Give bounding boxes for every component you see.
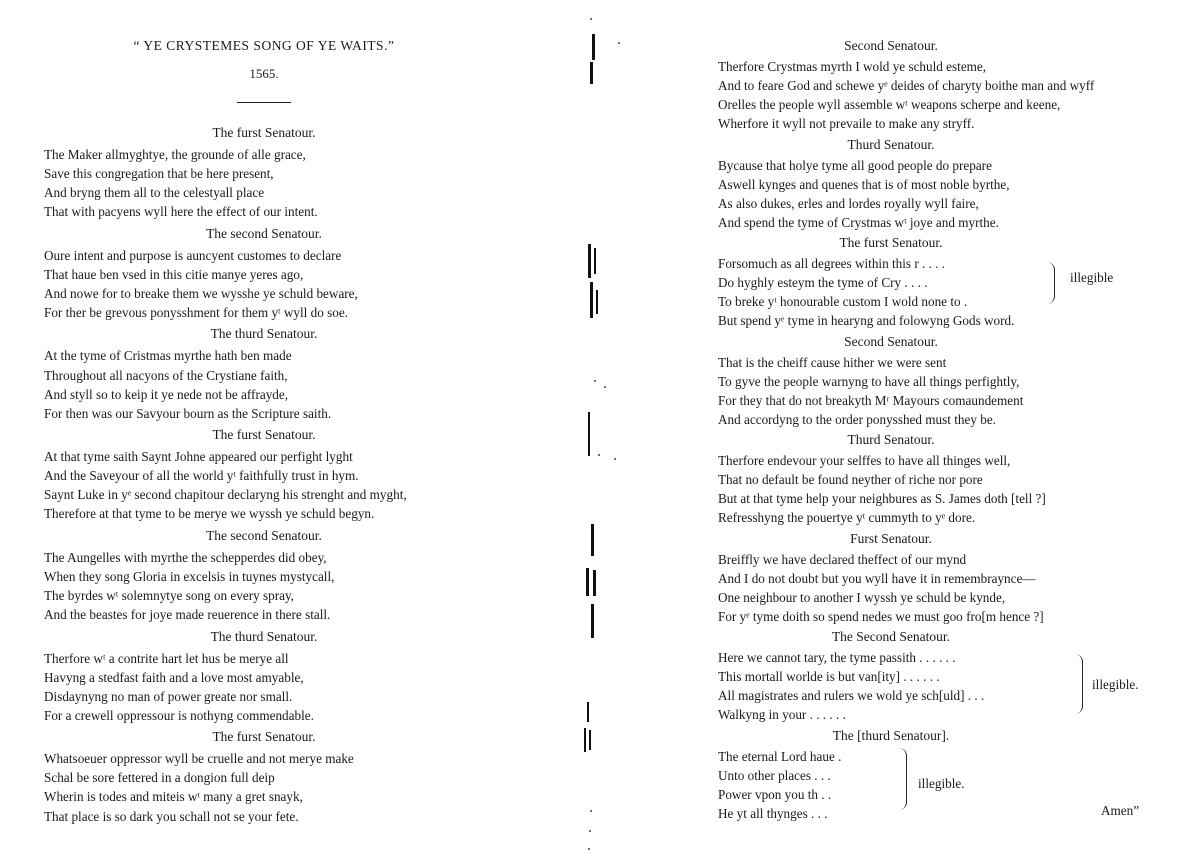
- stanza-heading: The second Senatour.: [206, 225, 322, 241]
- verse-line: Whatsoeuer oppressor wyll be cruelle and not merye make: [44, 751, 354, 767]
- brace: [1074, 654, 1083, 714]
- left-page: [44, 0, 484, 857]
- amen: Amen”: [1101, 803, 1140, 818]
- gutter-speck: [598, 454, 600, 456]
- gutter-mark: [596, 290, 598, 314]
- verse-line: Therefore at that tyme to be merye we wyssh ye schuld begyn.: [44, 506, 375, 522]
- gutter-speck: [590, 18, 592, 20]
- verse-line: That is the cheiff cause hither we were sent: [718, 354, 947, 370]
- stanza-heading: Thurd Senatour.: [847, 432, 935, 447]
- verse-line: And spend the tyme of Crystmas wᵗ joye and myrthe.: [718, 214, 999, 230]
- verse-line: For ther be grevous ponysshment for them yᵗ wyll do soe.: [44, 305, 348, 320]
- verse-line: The byrdes wᵗ solemnytye song on every spray,: [44, 588, 294, 603]
- verse-line: Bycause that holye tyme all good people do prepare: [718, 157, 992, 173]
- verse-line: Therfore Crystmas myrth I wold ye schuld esteme,: [718, 59, 987, 74]
- stanza-heading: Thurd Senatour.: [847, 136, 935, 152]
- verse-line: The Aungelles with myrthe the schepperdes did obey,: [44, 549, 327, 565]
- verse-line: Schal be sore fettered in a dongion full deip: [44, 770, 275, 786]
- verse-line: Wherin is todes and miteis wᵗ many a gret snayk,: [44, 789, 303, 805]
- stanza-heading: The furst Senatour.: [212, 125, 316, 140]
- gutter-mark: [590, 62, 593, 84]
- verse-line: Do hyghly esteym the tyme of Cry . . . .: [718, 275, 928, 291]
- gutter-speck: [590, 810, 592, 812]
- verse-line: At the tyme of Cristmas myrthe hath ben made: [44, 348, 292, 364]
- verse-line: One neighbour to another I wyssh ye schuld be kynde,: [718, 589, 1006, 605]
- verse-line: And nowe for to breake them we wysshe ye schuld beware,: [44, 285, 358, 301]
- stanza-heading: Second Senatour.: [844, 333, 938, 349]
- verse-line: For they that do not breakyth Mʳ Mayours comaundement: [718, 392, 1024, 408]
- verse-line: And bryng them all to the celestyall place: [44, 185, 265, 201]
- right-page: [718, 0, 1158, 857]
- song-year: 1565.: [249, 66, 279, 81]
- stanza-heading: The thurd Senatour.: [210, 326, 318, 342]
- verse-line: Power vpon you th . .: [718, 786, 832, 802]
- gutter-mark: [591, 524, 594, 556]
- gutter-speck: [589, 830, 591, 832]
- brace: [1046, 262, 1055, 304]
- gutter-speck: [618, 42, 620, 44]
- verse-line: Throughout all nacyons of the Crystiane faith,: [44, 367, 288, 383]
- verse-line: Wherfore it wyll not prevaile to make any stryff.: [718, 116, 975, 132]
- brace: [898, 748, 907, 810]
- illegible-note: illegible.: [1092, 677, 1139, 692]
- verse-line: Forsomuch as all degrees within this r . . . .: [718, 256, 946, 271]
- verse-line: That with pacyens wyll here the effect of our intent.: [44, 204, 318, 220]
- verse-line: Refresshyng the pouertye yᵗ cummyth to yᵉ dore.: [718, 510, 976, 526]
- verse-line: Disdaynyng no man of power greate nor small.: [44, 688, 293, 704]
- verse-line: To gyve the people warnyng to have all things perfightly,: [718, 373, 1020, 389]
- verse-line: And the beastes for joye made reuerence in there stall.: [44, 607, 331, 623]
- verse-line: Save this congregation that be here present,: [44, 166, 274, 182]
- verse-line: As also dukes, erles and lordes royally wyll faire,: [718, 195, 979, 211]
- gutter-speck: [588, 848, 590, 850]
- gutter-speck: [594, 380, 596, 382]
- verse-line: And to feare God and schewe yᵉ deides of charyty boithe man and wyff: [718, 78, 1095, 94]
- verse-line: Walkyng in your . . . . . .: [718, 707, 846, 723]
- verse-line: And the Saveyour of all the world yᵗ faithfully trust in hym.: [44, 468, 359, 484]
- verse-line: For yᵉ tyme doith so spend nedes we must goo fro[m hence ?]: [718, 608, 1044, 624]
- gutter-mark: [584, 728, 586, 752]
- verse-line: The Maker allmyghtye, the grounde of alle grace,: [44, 147, 306, 162]
- verse-line: But spend yᵉ tyme in hearyng and folowyng Gods word.: [718, 313, 1015, 329]
- verse-line: Aswell kynges and quenes that is of most noble byrthe,: [718, 176, 1010, 192]
- stanza-heading: The furst Senatour.: [839, 235, 943, 250]
- verse-line: Here we cannot tary, the tyme passith . . . . . .: [718, 650, 956, 665]
- verse-line: Breiffly we have declared theffect of our mynd: [718, 551, 967, 567]
- gutter-mark: [590, 282, 593, 318]
- verse-line: Saynt Luke in yᵉ second chapitour declaryng his strenght and myght,: [44, 487, 407, 503]
- verse-line: The eternal Lord haue .: [718, 748, 842, 764]
- verse-line: Therfore endevour your selffes to have all thinges well,: [718, 453, 1011, 468]
- verse-line: He yt all thynges . . .: [718, 805, 828, 821]
- gutter-speck: [614, 458, 616, 460]
- verse-line: Havyng a stedfast faith and a love most amyable,: [44, 669, 304, 685]
- song-title: “ YE CRYSTEMES SONG OF YE WAITS.”: [133, 38, 395, 53]
- stanza-heading: Furst Senatour.: [850, 530, 932, 546]
- verse-line: Oure intent and purpose is auncyent customes to declare: [44, 247, 342, 263]
- stanza-heading: The second Senatour.: [206, 527, 322, 543]
- verse-line: Orelles the people wyll assemble wᵗ weapons scherpe and keene,: [718, 97, 1061, 113]
- verse-line: Therfore wᵗ a contrite hart let hus be merye all: [44, 650, 289, 666]
- verse-line: For a crewell oppressour is nothyng commendable.: [44, 707, 314, 723]
- gutter-mark: [588, 244, 591, 278]
- verse-line: To breke yᵗ honourable custom I wold none to .: [718, 294, 968, 310]
- gutter-mark: [591, 604, 594, 638]
- verse-line: And accordyng to the order ponysshed must they be.: [718, 411, 996, 427]
- gutter-speck: [604, 386, 606, 388]
- verse-line: Unto other places . . .: [718, 767, 831, 783]
- book-gutter: [560, 0, 640, 857]
- stanza-heading: The thurd Senatour.: [210, 628, 318, 644]
- verse-line: But at that tyme help your neighbures as S. James doth [tell ?]: [718, 491, 1046, 507]
- verse-line: At that tyme saith Saynt Johne appeared our perfight lyght: [44, 449, 353, 465]
- stanza-heading: The [thurd Senatour].: [832, 727, 950, 743]
- verse-line: For then was our Savyour bourn as the Scripture saith.: [44, 405, 332, 421]
- stanza-heading: Second Senatour.: [844, 38, 938, 53]
- gutter-mark: [587, 702, 589, 722]
- verse-line: And styll so to keip it ye nede not be affrayde,: [44, 386, 289, 402]
- stanza-heading: The furst Senatour.: [212, 427, 316, 443]
- illegible-note: illegible.: [918, 776, 965, 791]
- verse-line: That haue ben vsed in this citie manye yeres ago,: [44, 266, 304, 282]
- gutter-mark: [594, 248, 596, 274]
- gutter-mark: [592, 34, 595, 60]
- gutter-mark: [588, 412, 590, 456]
- title-rule: [237, 102, 291, 103]
- verse-line: And I do not doubt but you wyll have it in remembraynce—: [718, 570, 1036, 586]
- gutter-mark: [593, 570, 596, 596]
- verse-line: That place is so dark you schall not se your fete.: [44, 808, 299, 824]
- verse-line: When they song Gloria in excelsis in tuynes mystycall,: [44, 568, 335, 584]
- gutter-mark: [586, 568, 589, 596]
- verse-line: All magistrates and rulers we wold ye sch[uld] . . .: [718, 688, 985, 704]
- illegible-note: illegible: [1070, 270, 1114, 285]
- gutter-mark: [589, 730, 591, 750]
- verse-line: That no default be found neyther of riche nor pore: [718, 472, 983, 488]
- stanza-heading: The furst Senatour.: [212, 729, 316, 745]
- stanza-heading: The Second Senatour.: [831, 629, 951, 644]
- verse-line: This mortall worlde is but van[ity] . . . . . .: [718, 669, 940, 685]
